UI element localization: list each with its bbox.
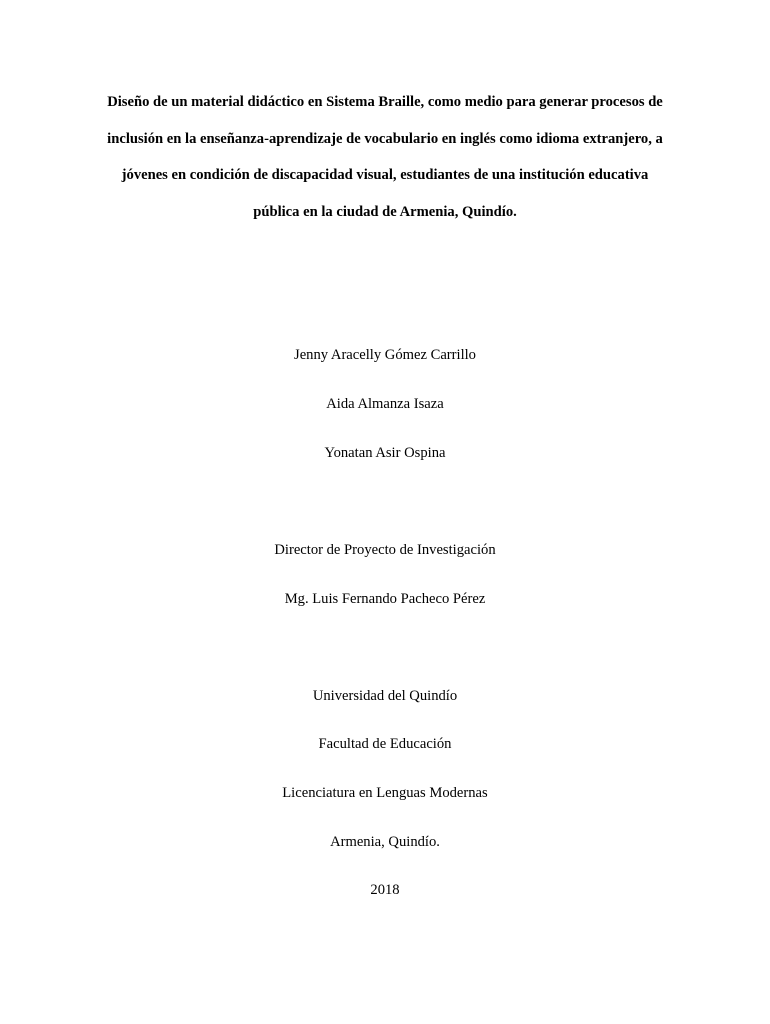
title-line: jóvenes en condición de discapacidad visual, estudiantes de una institución educativa [121,167,649,183]
director-name: Mg. Luis Fernando Pacheco Pérez [284,591,486,607]
university-name: Universidad del Quindío [312,688,458,704]
title-line: inclusión en la enseñanza-aprendizaje de vocabulario en inglés como idioma extranjero, a [107,130,663,147]
program-name: Licenciatura en Lenguas Modernas [282,785,488,801]
title-line: Diseño de un material didáctico en Sistema Braille, como medio para generar procesos de [107,94,663,110]
director-role: Director de Proyecto de Investigación [274,542,496,558]
author-name: Yonatan Asir Ospina [324,445,446,461]
author-name: Aida Almanza Isaza [326,396,444,412]
faculty-name: Facultad de Educación [318,736,452,752]
publication-year: 2018 [370,882,400,898]
title-line: pública en la ciudad de Armenia, Quindío. [253,203,517,220]
author-name: Jenny Aracelly Gómez Carrillo [294,347,476,363]
city-name: Armenia, Quindío. [330,834,440,850]
document-title [60,89,710,235]
